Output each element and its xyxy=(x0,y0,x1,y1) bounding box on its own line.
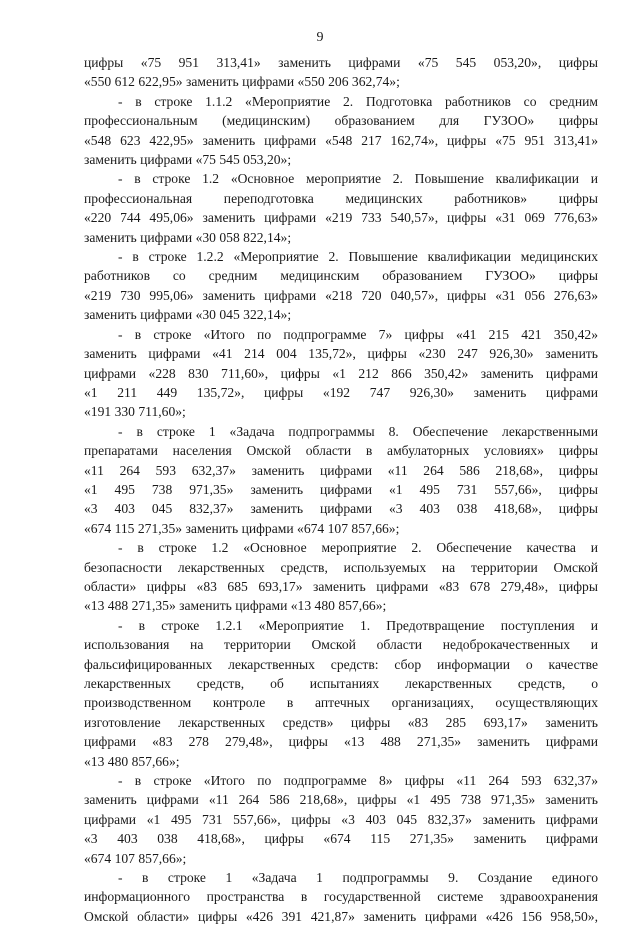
text-line: - в строке 1 «Задача подпрограммы 8. Обеспечение лекарственными xyxy=(118,423,598,439)
paragraph xyxy=(84,325,598,422)
text-line: - в строке 1.2 «Основное мероприятие 2. Повышение квалификации и xyxy=(118,171,598,187)
text-line: цифры «75 951 313,41» заменить цифрами «75 545 053,20», цифры xyxy=(84,55,598,70)
text-line: заменить цифрами «41 214 004 135,72», цифры «230 247 926,30» заменить xyxy=(84,346,598,362)
text-line: «220 744 495,06» заменить цифрами «219 733 540,57», цифры «31 069 776,63» xyxy=(84,210,598,226)
text-line: «674 115 271,35» заменить цифрами «674 107 857,66»; xyxy=(84,520,400,536)
text-line: использования на территории Омской области недоброкачественных и xyxy=(84,637,598,653)
text-line: «219 730 995,06» заменить цифрами «218 720 040,57», цифры «31 056 276,63» xyxy=(84,287,598,303)
text-line: - в строке 1.2 «Основное мероприятие 2. Обеспечение качества и xyxy=(118,540,598,556)
text-line: безопасности лекарственных средств, используемых на территории Омской xyxy=(84,559,598,575)
paragraph xyxy=(84,616,598,771)
document-body xyxy=(84,53,598,926)
text-line: - в строке 1.2.2 «Мероприятие 2. Повышение квалификации медицинских xyxy=(118,249,598,265)
text-line: «3 403 038 418,68», цифры «674 115 271,35» заменить цифрами xyxy=(84,831,598,847)
text-line: «550 612 622,95» заменить цифрами «550 206 362,74»; xyxy=(84,74,400,90)
text-line: производственном контроле в аптечных организациях, осуществляющих xyxy=(84,695,598,711)
text-line: изготовление лекарственных средств» цифры «83 285 693,17» заменить xyxy=(84,714,598,730)
text-line: профессиональным (медицинским) образованием для ГУЗОО» цифры xyxy=(84,113,598,129)
text-line: - в строке «Итого по подпрограмме 8» цифры «11 264 593 632,37» xyxy=(118,773,598,789)
text-line: заменить цифрами «11 264 586 218,68», цифры «1 495 738 971,35» заменить xyxy=(84,792,598,808)
text-line: «13 480 857,66»; xyxy=(84,753,180,769)
text-line: - в строке 1 «Задача 1 подпрограммы 9. Создание единого xyxy=(118,870,598,886)
text-line: работников со средним медицинским образованием ГУЗОО» цифры xyxy=(84,268,598,284)
text-line: заменить цифрами «30 045 322,14»; xyxy=(84,307,292,323)
text-line: «674 107 857,66»; xyxy=(84,850,187,866)
text-line: «11 264 593 632,37» заменить цифрами «11 264 586 218,68», цифры xyxy=(84,462,598,478)
text-line: препаратами населения Омской области в амбулаторных условиях» цифры xyxy=(84,443,598,459)
text-line: «1 211 449 135,72», цифры «192 747 926,30» заменить цифрами xyxy=(84,384,598,400)
paragraph xyxy=(84,771,598,868)
text-line: «548 623 422,95» заменить цифрами «548 217 162,74», цифры «75 951 313,41» xyxy=(84,132,598,148)
paragraph xyxy=(84,422,598,538)
text-line: цифрами «83 278 279,48», цифры «13 488 271,35» заменить цифрами xyxy=(84,734,598,750)
text-line: заменить цифрами «30 058 822,14»; xyxy=(84,229,292,245)
text-line: Омской области» цифры «426 391 421,87» заменить цифрами «426 156 958,50», xyxy=(84,908,598,924)
text-line: лекарственных средств, об испытаниях лекарственных средств, о xyxy=(84,676,598,691)
paragraph xyxy=(84,92,598,170)
paragraph xyxy=(84,169,598,247)
text-line: цифрами «228 830 711,60», цифры «1 212 866 350,42» заменить цифрами xyxy=(84,365,598,381)
paragraph xyxy=(84,868,598,926)
text-line: области» цифры «83 685 693,17» заменить цифрами «83 678 279,48», цифры xyxy=(84,578,598,594)
text-line: «3 403 045 832,37» заменить цифрами «3 403 038 418,68», цифры xyxy=(84,501,598,517)
text-line: «13 488 271,35» заменить цифрами «13 480 857,66»; xyxy=(84,598,387,614)
text-line: - в строке 1.2.1 «Мероприятие 1. Предотвращение поступления и xyxy=(118,617,598,633)
text-line: «1 495 738 971,35» заменить цифрами «1 495 731 557,66», цифры xyxy=(84,481,598,497)
text-line: заменить цифрами «75 545 053,20»; xyxy=(84,152,292,168)
text-line: - в строке 1.1.2 «Мероприятие 2. Подготовка работников со средним xyxy=(118,93,598,109)
text-line: цифрами «1 495 731 557,66», цифры «3 403 045 832,37» заменить цифрами xyxy=(84,811,598,827)
page-number: 9 xyxy=(316,30,324,45)
text-line: информационного пространства в государственной системе здравоохранения xyxy=(84,889,598,905)
paragraph xyxy=(84,53,598,92)
text-line: профессиональная переподготовка медицинских работников» цифры xyxy=(84,190,598,206)
text-line: «191 330 711,60»; xyxy=(84,404,186,420)
paragraph xyxy=(84,538,598,616)
text-line: фальсифицированных лекарственных средств: сбор информации о качестве xyxy=(84,656,598,672)
paragraph xyxy=(84,247,598,325)
text-line: - в строке «Итого по подпрограмме 7» цифры «41 215 421 350,42» xyxy=(118,326,598,342)
